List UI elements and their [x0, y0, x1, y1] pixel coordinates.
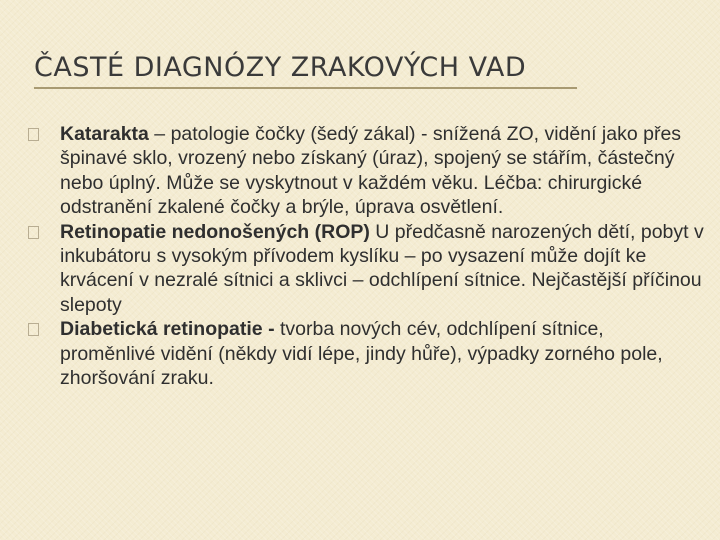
item-text: – patologie čočky (šedý zákal) - snížená ZO, vidění jako přes špinavé sklo, vrozený nebo získaný (úraz), spojený se stářím, částečný nebo úplný. Může se vyskytnout v každém věku. Léčba: chirurgické odstranění zkalené čočky a brýle, úprava osvětlení. — [60, 123, 682, 219]
list-item-katarakta — [28, 122, 704, 220]
item-term: Diabetická retinopatie - — [60, 318, 275, 341]
item-term: Katarakta — [60, 123, 149, 145]
square-bullet-icon — [28, 226, 39, 239]
item-text: tvorba nových cév, odchlípení sítnice, proměnlivé vidění (někdy vidí lépe, jindy hůře), výpadky zorného pole, zhoršování zraku. — [60, 318, 663, 390]
item-term: Retinopatie nedonošených (ROP) — [60, 220, 370, 243]
list-item-rop — [28, 220, 704, 318]
square-bullet-icon — [28, 128, 39, 141]
bullet-list — [28, 122, 704, 390]
item-text: U předčasně narozených dětí, pobyt v inkubátoru s vysokým přívodem kyslíku – po vysazení může dojít ke krvácení v nezralé sítnici a sklivci – odchlípení sítnice. Nejčastější příčinou slepoty — [60, 220, 704, 316]
slide-title: ČASTÉ DIAGNÓZY ZRAKOVÝCH VAD — [34, 52, 527, 83]
list-item-diabeticka-retinopatie — [28, 317, 704, 390]
square-bullet-icon — [28, 323, 39, 336]
title-underline — [34, 87, 577, 89]
